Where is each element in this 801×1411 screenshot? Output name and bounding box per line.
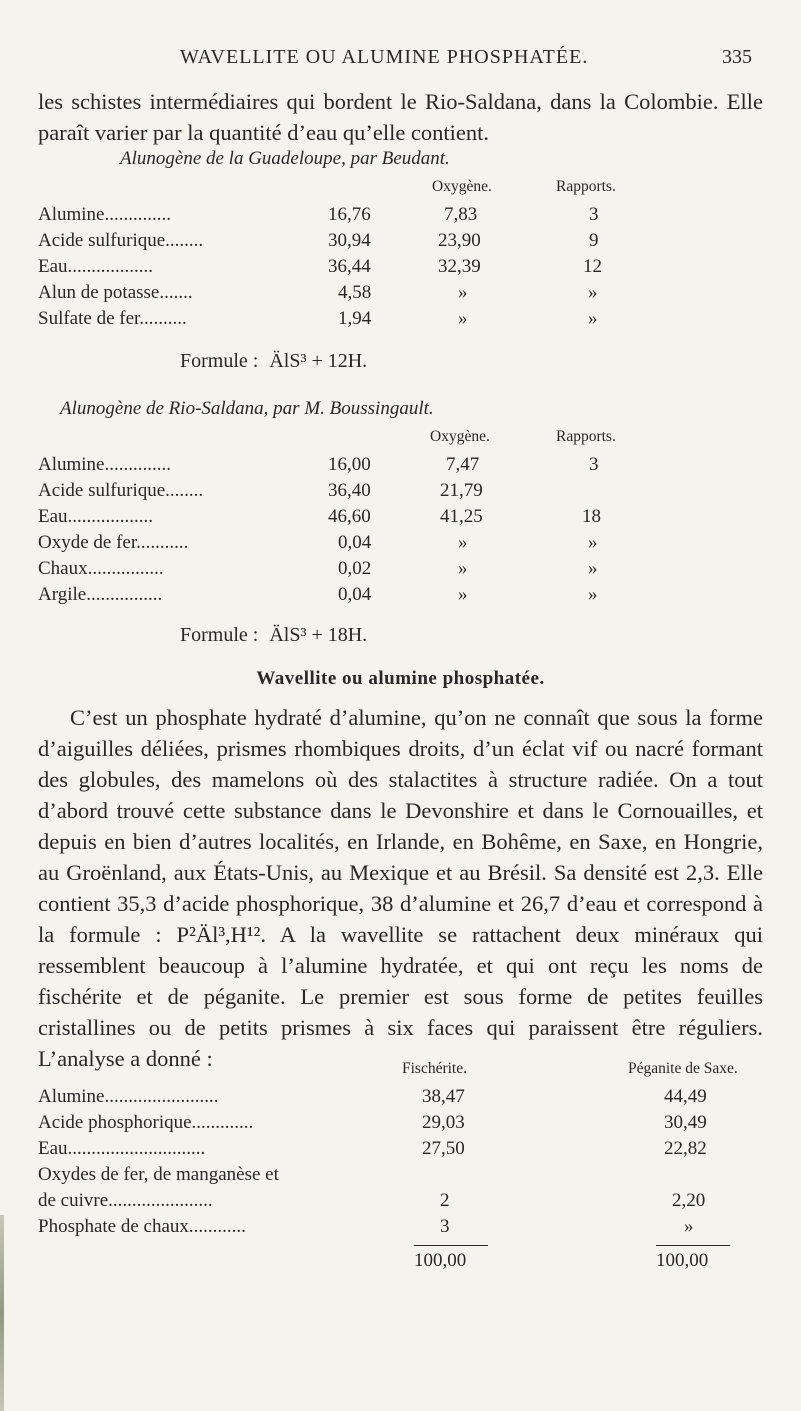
intro-text: les schistes intermédiaires qui bordent le Rio-Saldana, dans la Colombie. Elle paraît varier par la quantité d’eau qu’elle contient. xyxy=(38,89,763,145)
formula-value: ÄlS³ + 12H. xyxy=(269,350,368,372)
body-paragraph xyxy=(38,702,763,1074)
table3-col-peganite: Péganite de Saxe. xyxy=(628,1060,738,1077)
header-title: WAVELLITE OU ALUMINE PHOSPHATÉE. xyxy=(180,46,589,68)
table-row: Phosphate de chaux............ 3 » xyxy=(38,1216,694,1237)
table-row: Acide sulfurique........ 30,94 23,90 9 xyxy=(38,230,599,251)
total-peganite: 100,00 xyxy=(656,1250,709,1271)
table1-col-oxygen: Oxygène. xyxy=(432,178,492,195)
table-row: Acide phosphorique............. 29,03 30,49 xyxy=(38,1112,707,1133)
table-row: Oxyde de fer........... 0,04 » » xyxy=(38,532,598,553)
formula-label: Formule : xyxy=(180,350,259,372)
table-row: Eau............................. 27,50 22,82 xyxy=(38,1138,707,1159)
table1-formula xyxy=(180,350,367,373)
intro-paragraph xyxy=(38,86,763,148)
table-row: Argile................ 0,04 » » xyxy=(38,584,598,605)
table-row: Chaux................ 0,02 » » xyxy=(38,558,598,579)
table-row: Sulfate de fer.......... 1,94 » » xyxy=(38,308,598,329)
table2-col-oxygen: Oxygène. xyxy=(430,428,490,445)
total-fischerite: 100,00 xyxy=(414,1250,467,1271)
table1-col-ratio: Rapports. xyxy=(556,178,616,195)
table2-col-ratio: Rapports. xyxy=(556,428,616,445)
formula-label: Formule : xyxy=(180,624,259,646)
body-text: C’est un phosphate hydraté d’alumine, qu’on ne connaît que sous la forme d’aiguilles déliées, prismes rhombiques droits, d’un éclat vif ou nacré formant des globules, des mamelons où des stalactites à structure radiée. On a tout d’abord trouvé cette substance dans le Devonshire et dans le Cornouailles, et depuis en bien d’autres localités, en Irlande, en Bohême, en Saxe, en Hongrie, au Groënland, aux États-Unis, au Mexique et au Brésil. Sa densité est 2,3. Elle contient 35,3 d’acide phosphorique, 38 d’alumine et 26,7 d’eau et correspond à la formule : P²Äl³,H¹². A la wavellite se rattachent deux minéraux qui ressemblent beaucoup à l’alumine hydratée, et qui ont reçu les noms de fischérite et de péganite. Le premier est sous forme de petites feuilles cristallines ou de petits prismes à six faces qui paraissent être réguliers. L’analyse a donné : xyxy=(38,705,763,1071)
table-row: Alumine.............. 16,76 7,83 3 xyxy=(38,204,599,225)
table-row: Eau.................. 46,60 41,25 18 xyxy=(38,506,601,527)
total-rule-fischerite xyxy=(414,1245,488,1246)
table1-header xyxy=(0,178,801,204)
formula-value: ÄlS³ + 18H. xyxy=(269,624,368,646)
table-row: Alun de potasse....... 4,58 » » xyxy=(38,282,598,303)
table2-header xyxy=(0,428,801,454)
table-total-row xyxy=(0,1250,801,1276)
table3-col-fischerite: Fischérite. xyxy=(402,1060,467,1077)
section-title: Wavellite ou alumine phosphatée. xyxy=(256,668,545,689)
total-rule-peganite xyxy=(656,1245,730,1246)
table3-header xyxy=(0,1060,801,1086)
table-row: Alumine.............. 16,00 7,47 3 xyxy=(38,454,599,475)
table2-formula xyxy=(180,624,367,647)
table-row: de cuivre...................... 2 2,20 xyxy=(38,1190,706,1211)
table1-caption: Alunogène de la Guadeloupe, par Beudant. xyxy=(120,148,450,169)
table-row: Oxydes de fer, de manganèse et xyxy=(38,1164,279,1185)
running-header xyxy=(0,40,801,76)
table2-caption: Alunogène de Rio-Saldana, par M. Boussingault. xyxy=(60,398,434,419)
scan-edge-mark xyxy=(0,1215,4,1411)
table-row: Alumine........................ 38,47 44,49 xyxy=(38,1086,707,1107)
page-number: 335 xyxy=(722,46,752,68)
table-row: Eau.................. 36,44 32,39 12 xyxy=(38,256,602,277)
table-row: Acide sulfurique........ 36,40 21,79 xyxy=(38,480,483,501)
